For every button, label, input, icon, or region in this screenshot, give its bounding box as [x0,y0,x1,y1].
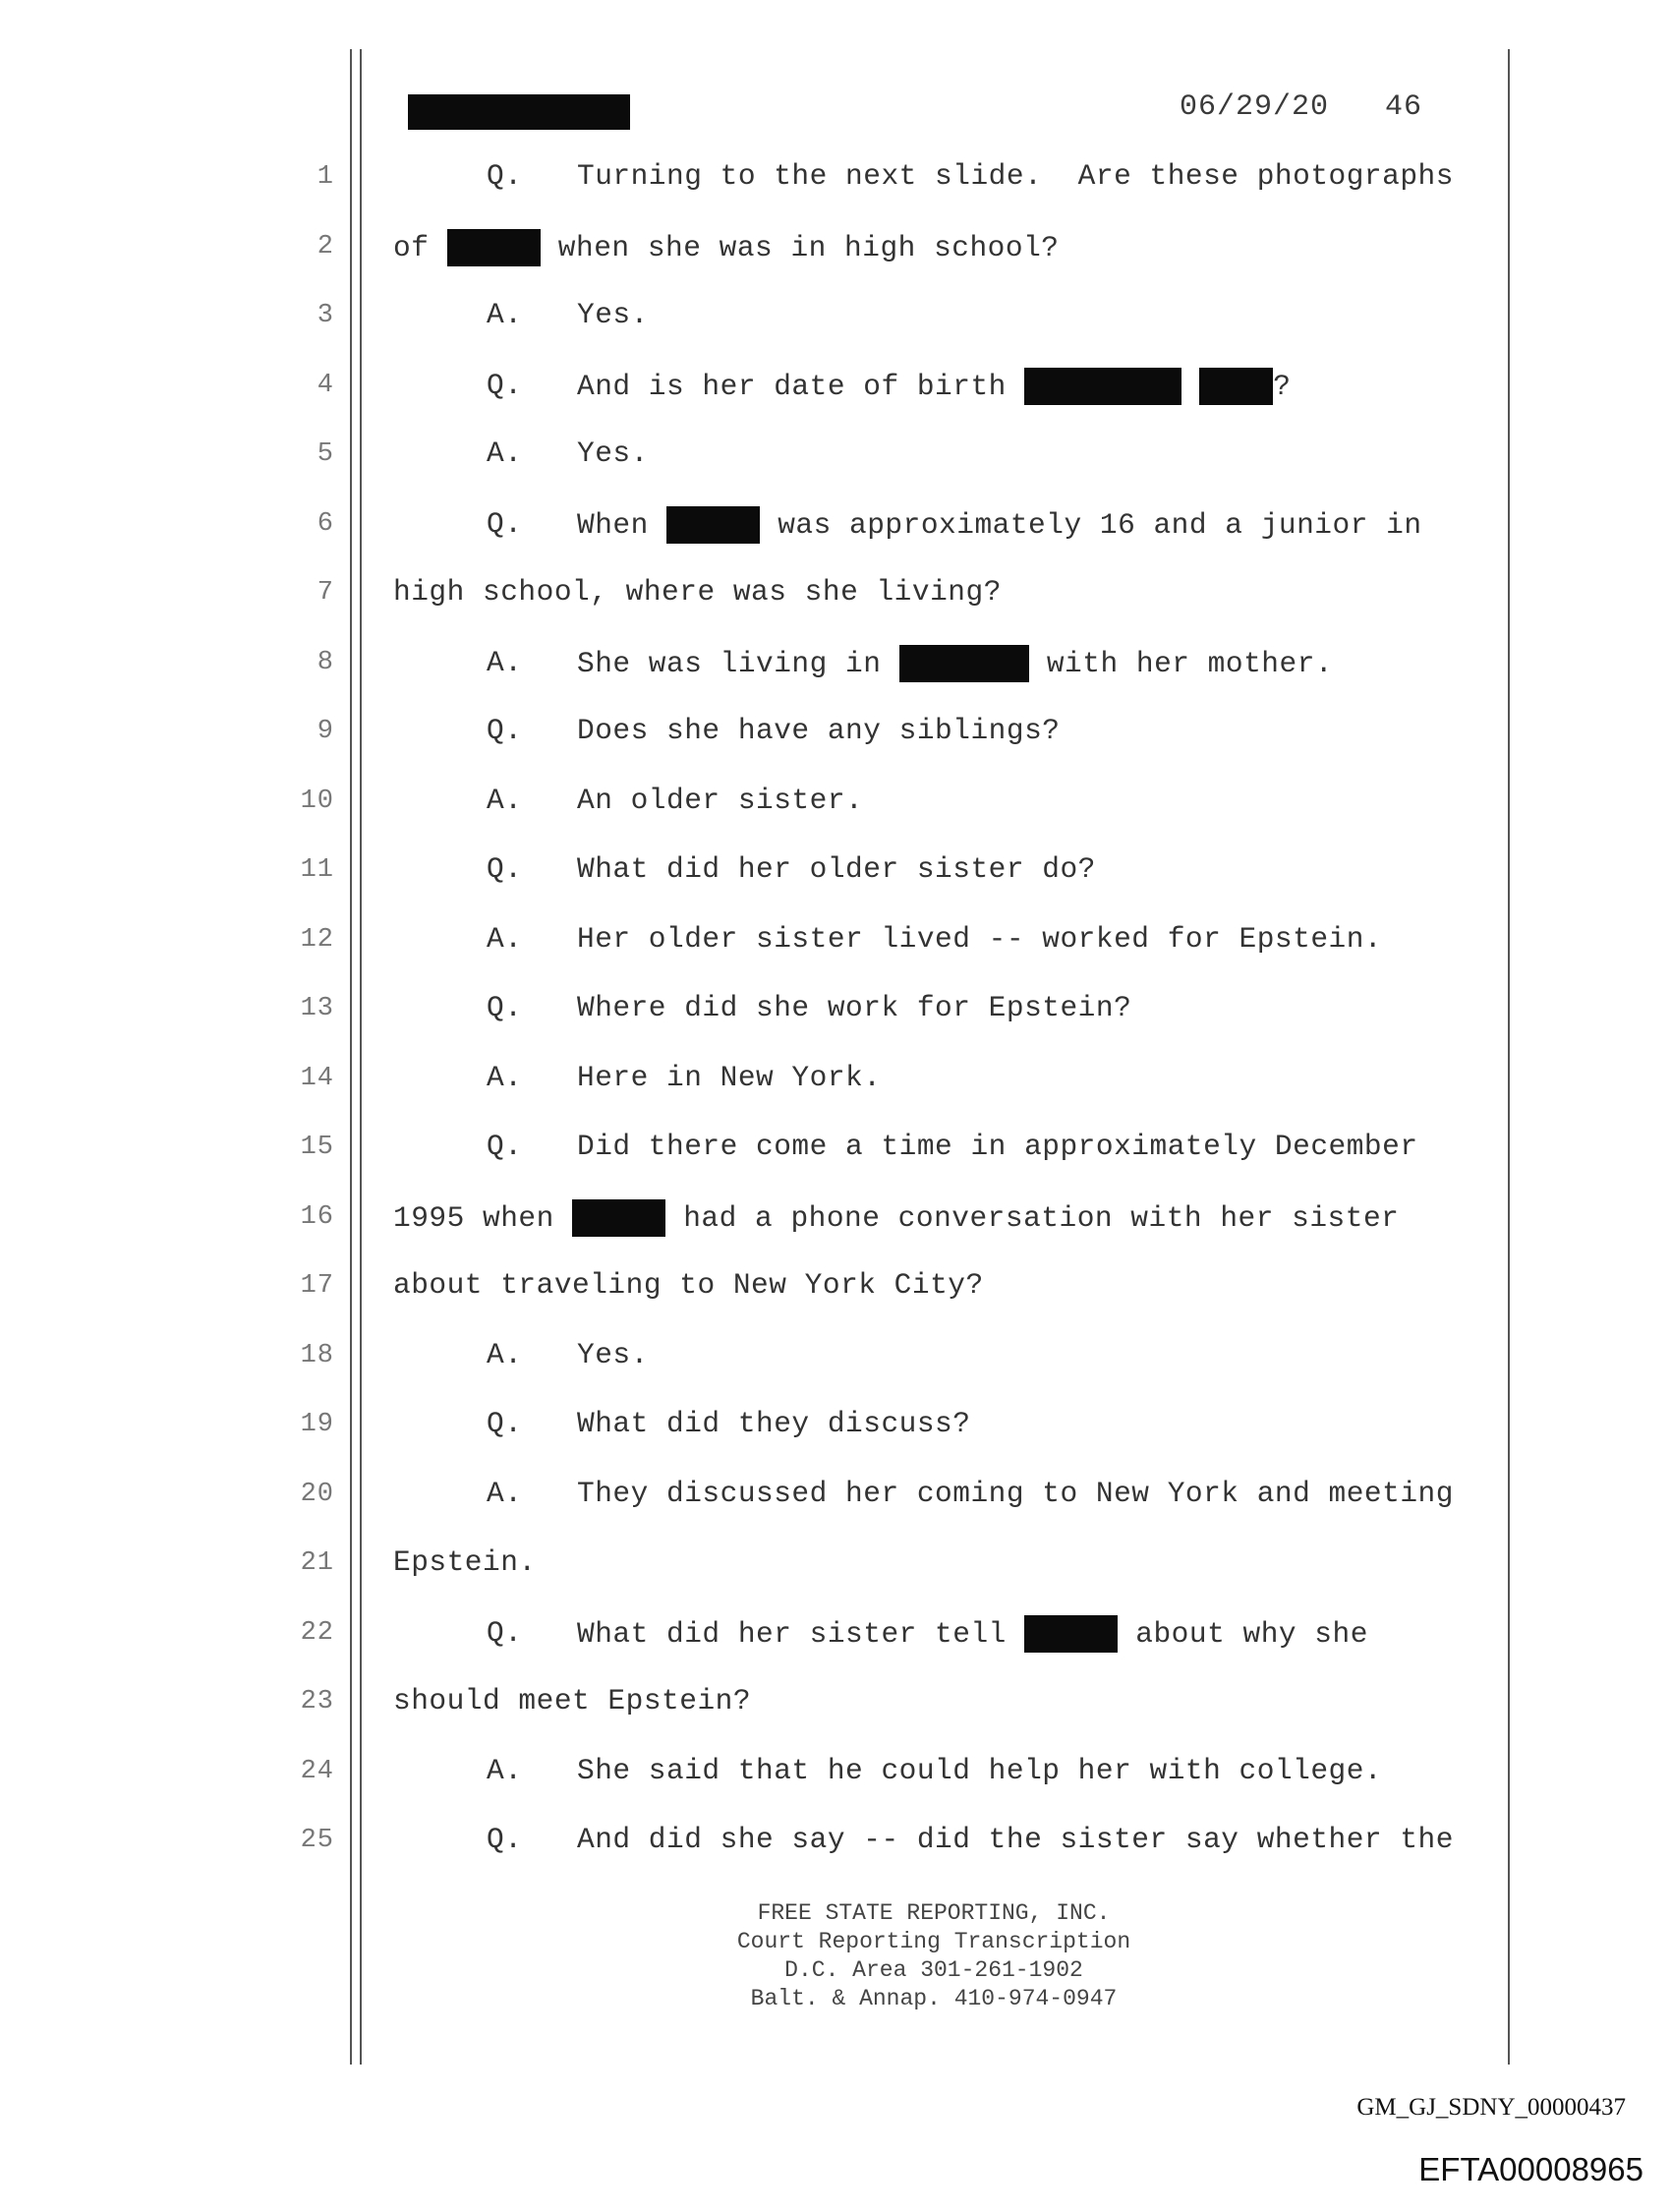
page-header [408,90,1430,130]
question-label: Q. [487,1130,523,1163]
transcript-line [487,506,1422,544]
line-number: 2 [317,231,334,262]
line-number: 11 [300,855,334,885]
footer-phone-balt: Balt. & Annap. 410-974-0947 [750,1986,1118,2011]
question-label: Q. [487,852,523,886]
answer-label: A. [487,646,523,680]
line-text: 1995 when [393,1200,573,1235]
transcript-line [487,1338,649,1371]
reporter-footer [649,1899,1219,2013]
line-text: was approximately 16 and a junior in [760,507,1422,542]
transcript-line [487,159,1454,193]
line-number: 4 [317,370,334,400]
question-label: Q. [487,369,523,403]
transcript-line [487,1130,1418,1163]
line-number: 10 [300,786,334,816]
transcript-line [487,714,1060,747]
line-text: Where did she work for Epstein? [577,991,1132,1024]
answer-label: A. [487,783,523,817]
line-number: 14 [300,1063,334,1093]
line-text: when she was in high school? [540,230,1060,264]
line-number: 3 [317,301,334,330]
line-text: should meet Epstein? [393,1684,752,1717]
answer-label: A. [487,921,523,956]
line-number: 7 [317,578,334,608]
line-text: Yes. [577,1337,649,1371]
line-text: with her mother. [1028,646,1334,680]
redaction-box [1024,1615,1118,1653]
line-number: 6 [317,508,334,539]
line-text: When [577,507,667,542]
line-text: Yes. [577,298,649,331]
line-text: What did they discuss? [577,1407,971,1440]
footer-phone-dc: D.C. Area 301-261-1902 [784,1957,1083,1983]
line-text: She said that he could help her with college. [577,1753,1383,1787]
transcript-line [487,784,863,817]
header-date-page [1180,90,1422,124]
line-text: Her older sister lived -- worked for Epstein. [577,921,1383,956]
redaction-box [1199,368,1273,405]
line-number: 9 [317,717,334,746]
answer-label: A. [487,1753,523,1787]
line-number: 5 [317,439,334,469]
bates-number-primary: GM_GJ_SDNY_00000437 [1356,2094,1626,2121]
transcript-line [393,229,1060,266]
line-number: 16 [300,1201,334,1232]
transcript-line [487,1477,1454,1510]
question-label: Q. [487,991,523,1024]
line-text: What did her older sister do? [577,852,1096,886]
line-number: 12 [300,924,334,955]
line-text: Does she have any siblings? [577,714,1061,747]
bates-number-secondary: EFTA00008965 [1418,2151,1643,2187]
line-text: of [393,230,447,264]
line-text: ? [1273,369,1292,403]
transcript-line [393,1199,1399,1237]
line-text: What did her sister tell [577,1616,1025,1651]
transcript-line [487,991,1131,1024]
line-number: 15 [300,1133,334,1162]
line-text: Yes. [577,437,649,470]
line-number: 17 [300,1271,334,1301]
header-page-number: 46 [1385,90,1423,124]
line-text [1181,369,1199,402]
line-number: 19 [300,1410,334,1439]
transcript-line [487,1407,970,1440]
right-margin-rule [1508,49,1510,2065]
question-label: Q. [487,1823,523,1856]
transcript-line [487,645,1333,682]
header-redaction [408,94,630,130]
line-number: 1 [317,162,334,192]
transcript-line [393,1545,537,1579]
line-text: about traveling to New York City? [393,1268,984,1302]
line-text: Did there come a time in approximately December [577,1130,1418,1163]
transcript-line [487,1754,1382,1787]
footer-services: Court Reporting Transcription [736,1929,1131,1954]
transcript-line [487,1061,881,1094]
line-text: about why she [1118,1616,1368,1651]
line-number: 25 [300,1826,334,1855]
transcript-line [393,1684,751,1717]
line-text: Epstein. [393,1545,537,1579]
header-date: 06/29/20 [1180,90,1330,124]
redaction-box [447,229,541,266]
question-label: Q. [487,1616,523,1651]
line-number: 22 [300,1617,334,1648]
transcript-line [487,1823,1454,1856]
redaction-box [666,506,760,544]
line-text: An older sister. [577,783,864,817]
answer-label: A. [487,1337,523,1371]
left-margin-rule-2 [360,49,362,2065]
line-number: 13 [300,994,334,1023]
transcript-line [487,437,649,470]
footer-company: FREE STATE REPORTING, INC. [757,1900,1111,1926]
line-number: 18 [300,1340,334,1370]
answer-label: A. [487,1476,523,1510]
line-number: 24 [300,1756,334,1786]
line-text: She was living in [577,646,899,680]
line-number: 23 [300,1687,334,1717]
transcript-line [487,368,1291,405]
answer-label: A. [487,298,523,331]
question-label: Q. [487,159,523,193]
line-text: Turning to the next slide. Are these photographs [577,159,1454,193]
line-text: high school, where was she living? [393,575,1002,609]
line-text: They discussed her coming to New York and meeting [577,1476,1454,1510]
transcript-line [487,1615,1368,1653]
question-label: Q. [487,507,523,542]
left-margin-rule-1 [350,49,352,2065]
line-text: Here in New York. [577,1060,882,1094]
redaction-box [572,1199,665,1237]
transcript-line [393,575,1002,609]
question-label: Q. [487,714,523,747]
line-number: 8 [317,647,334,677]
redaction-box [1024,368,1181,405]
transcript-line [487,852,1096,886]
transcript-line [487,922,1382,956]
line-number: 20 [300,1479,334,1509]
answer-label: A. [487,437,523,470]
line-text: And is her date of birth [577,369,1025,403]
line-text: had a phone conversation with her sister [665,1200,1400,1235]
transcript-line [487,298,649,331]
answer-label: A. [487,1060,523,1094]
redaction-box [899,645,1029,682]
line-number: 21 [300,1548,334,1578]
line-text: And did she say -- did the sister say whether the [577,1823,1454,1856]
question-label: Q. [487,1407,523,1440]
transcript-line [393,1268,984,1302]
